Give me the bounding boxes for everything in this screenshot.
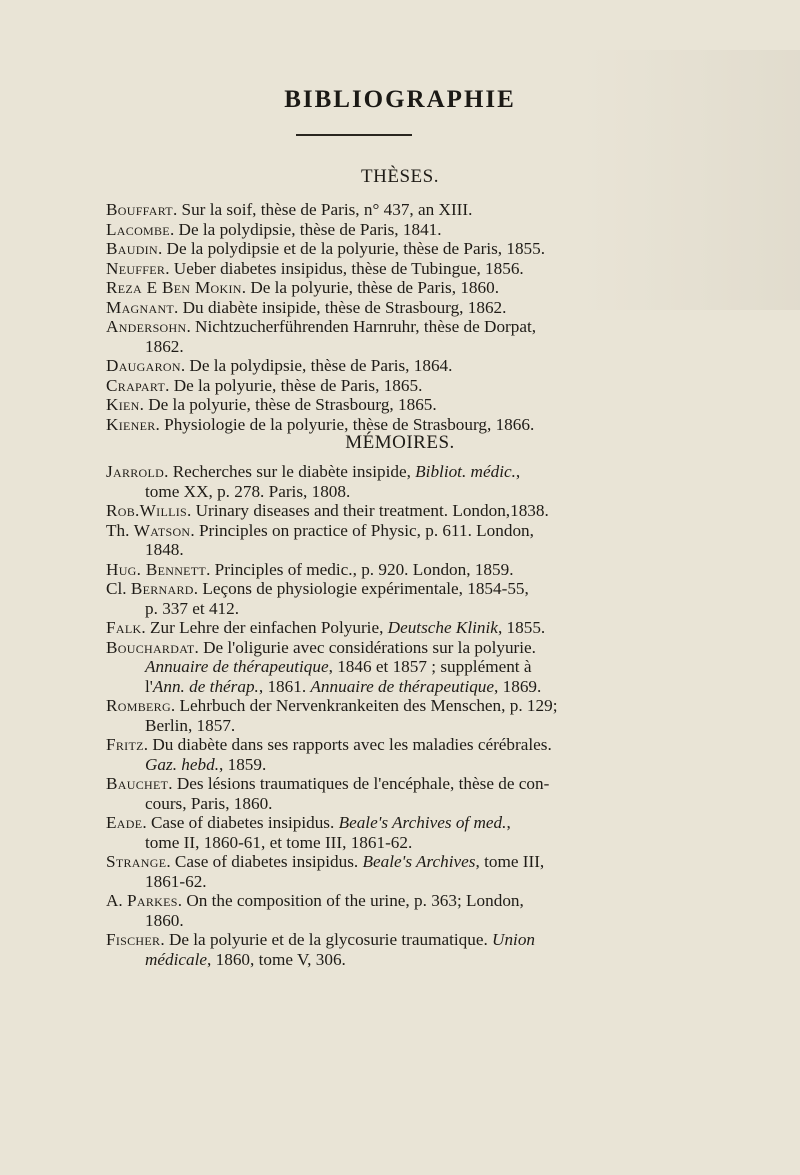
- entry-text: ,: [515, 462, 521, 481]
- entry-first-line: [106, 735, 610, 755]
- entry-text: . De la polydipsie, thèse de Paris, 1864.: [180, 356, 453, 375]
- journal-title: Beale's Archives of med.: [338, 813, 507, 832]
- author-name: Falk: [106, 618, 142, 637]
- author-name: Romberg: [106, 696, 171, 715]
- journal-title: Deutsche Klinik: [387, 618, 498, 637]
- entry-continuation-line: [106, 716, 610, 736]
- entry-first-line: [106, 638, 610, 658]
- bibliography-entry: [106, 200, 610, 220]
- entry-continuation-line: [106, 755, 610, 775]
- entry-first-line: [106, 852, 610, 872]
- journal-title: Annuaire de thérapeutique: [310, 676, 495, 696]
- author-name: Rob.Willis: [106, 501, 187, 520]
- entry-text: . De la polydipsie, thèse de Paris, 1841.: [169, 219, 442, 239]
- entry-text: p. 337 et 412.: [145, 598, 240, 618]
- entry-text: tome XX, p. 278. Paris, 1808.: [145, 481, 351, 501]
- journal-title: Annuaire de thérapeutique: [145, 657, 329, 676]
- entry-first-line: [106, 376, 610, 396]
- bibliography-entry: [106, 852, 610, 891]
- bibliography-entry: [106, 356, 610, 376]
- entry-first-line: [106, 259, 610, 279]
- entry-text: Th.: [106, 520, 134, 540]
- author-name: Magnant: [106, 297, 175, 317]
- entry-continuation-line: [106, 657, 610, 677]
- journal-title: Beale's Archives: [362, 852, 476, 871]
- entry-text: , 1855.: [497, 618, 546, 637]
- bibliography-entry: [106, 696, 610, 735]
- section-heading-memoires: MÉMOIRES.: [345, 432, 455, 453]
- entry-text: Berlin, 1857.: [145, 715, 236, 735]
- bibliography-entry: [106, 239, 610, 259]
- entry-continuation-line: [106, 482, 610, 502]
- entry-text: . Du diabète dans ses rapports avec les maladies cérébrales.: [143, 735, 552, 754]
- bibliography-entry: [106, 813, 610, 852]
- entry-text: , 1869.: [494, 676, 542, 696]
- entry-text: ,: [506, 813, 511, 832]
- author-name: Bouchardat: [106, 637, 195, 657]
- author-name: Fischer: [106, 930, 161, 949]
- author-name: Jarrold: [106, 462, 165, 481]
- author-name: Bouffart: [106, 200, 173, 219]
- entry-continuation-line: [106, 950, 610, 970]
- bibliography-entry: [106, 735, 610, 774]
- entry-first-line: [106, 696, 610, 716]
- bibliography-entry: [106, 579, 610, 618]
- bibliography-entry: [106, 560, 610, 580]
- author-name: Bauchet: [106, 774, 169, 793]
- entry-text: . De la polyurie, thèse de Strasbourg, 1865.: [139, 395, 437, 414]
- bibliography-entry: [106, 259, 610, 279]
- bibliography-entry: [106, 298, 610, 318]
- author-name: Hug. Bennett: [106, 559, 207, 579]
- bibliography-entry: [106, 618, 610, 638]
- entry-first-line: [106, 220, 610, 240]
- entry-text: , tome III,: [475, 852, 545, 871]
- entry-text: . Recherches sur le diabète insipide,: [164, 462, 416, 481]
- entry-text: , 1861.: [258, 676, 311, 696]
- author-name: Kien: [106, 395, 140, 414]
- entry-continuation-line: [106, 337, 610, 357]
- bibliography-entry: [106, 462, 610, 501]
- entry-first-line: [106, 891, 610, 911]
- bibliography-entry: [106, 774, 610, 813]
- bibliography-entry: [106, 278, 610, 298]
- section-heading-theses: THÈSES.: [361, 166, 439, 187]
- entry-text: . Sur la soif, thèse de Paris, n° 437, an XIII.: [172, 200, 473, 219]
- entry-text: . Principles on practice of Physic, p. 611. London,: [190, 520, 534, 540]
- entry-text: tome II, 1860-61, et tome III, 1861-62.: [145, 832, 413, 852]
- entry-text: . Des lésions traumatiques de l'encéphale, thèse de con-: [168, 774, 550, 793]
- entry-text: . Leçons de physiologie expérimentale, 1854-55,: [193, 579, 529, 598]
- author-name: Neuffer: [106, 258, 166, 278]
- bibliography-entry: [106, 891, 610, 930]
- entry-first-line: [106, 521, 610, 541]
- journal-title: Gaz. hebd.: [145, 754, 219, 774]
- entry-first-line: [106, 501, 610, 521]
- author-name: Parkes: [127, 891, 178, 910]
- entry-text: Cl.: [106, 579, 131, 598]
- entry-text: 1862.: [145, 336, 184, 356]
- bibliography-entry: [106, 501, 610, 521]
- entry-text: A.: [106, 891, 128, 910]
- entry-first-line: [106, 356, 610, 376]
- theses-list: [106, 200, 610, 434]
- entry-text: . Nichtzucherführenden Harnruhr, thèse de Dorpat,: [186, 317, 537, 336]
- journal-title: médicale: [145, 949, 208, 969]
- entry-text: . Zur Lehre der einfachen Polyurie,: [141, 618, 388, 637]
- entry-text: 1860.: [145, 910, 184, 930]
- bibliography-entry: [106, 930, 610, 969]
- entry-text: . De la polyurie, thèse de Paris, 1865.: [165, 375, 423, 395]
- entry-text: . Ueber diabetes insipidus, thèse de Tubingue, 1856.: [165, 258, 524, 278]
- author-name: Andersohn: [106, 317, 187, 336]
- entry-first-line: [106, 462, 610, 482]
- entry-text: l': [145, 676, 153, 696]
- entry-text: , 1859.: [219, 754, 267, 774]
- entry-continuation-line: [106, 872, 610, 892]
- entry-text: , 1860, tome V, 306.: [207, 949, 346, 969]
- entry-first-line: [106, 560, 610, 580]
- entry-text: . Case of diabetes insipidus.: [166, 852, 363, 871]
- author-name: Lacombe: [106, 219, 170, 239]
- entry-text: cours, Paris, 1860.: [145, 793, 273, 813]
- entry-text: . De la polyurie, thèse de Paris, 1860.: [241, 278, 499, 297]
- author-name: Bernard: [130, 579, 194, 598]
- bibliography-entry: [106, 638, 610, 697]
- author-name: Strange: [106, 852, 167, 871]
- journal-title: Union: [492, 930, 536, 949]
- entry-continuation-line: [106, 911, 610, 931]
- bibliography-entry: [106, 317, 610, 356]
- entry-first-line: [106, 239, 610, 259]
- author-name: Reza E Ben Mokin: [106, 278, 242, 297]
- bibliography-entry: [106, 395, 610, 415]
- entry-first-line: [106, 618, 610, 638]
- entry-continuation-line: [106, 833, 610, 853]
- bibliography-entry: [106, 521, 610, 560]
- entry-text: . Du diabète insipide, thèse de Strasbourg, 1862.: [174, 297, 507, 317]
- author-name: Daugaron: [106, 356, 181, 375]
- journal-title: Bibliot. médic.: [415, 462, 516, 481]
- entry-continuation-line: [106, 599, 610, 619]
- entry-first-line: [106, 298, 610, 318]
- entry-continuation-line: [106, 677, 610, 697]
- entry-first-line: [106, 200, 610, 220]
- author-name: Fritz: [106, 735, 144, 754]
- entry-first-line: [106, 278, 610, 298]
- entry-first-line: [106, 930, 610, 950]
- entry-text: 1848.: [145, 540, 184, 559]
- entry-text: 1861-62.: [145, 871, 207, 891]
- page-title: BIBLIOGRAPHIE: [284, 86, 516, 113]
- entry-text: . Urinary diseases and their treatment. London,1838.: [186, 501, 549, 520]
- entry-text: . Case of diabetes insipidus.: [142, 813, 339, 832]
- journal-title: Ann. de thérap.: [152, 676, 259, 696]
- entry-text: . Lehrbuch der Nervenkrankeiten des Menschen, p. 129;: [170, 696, 558, 715]
- author-name: Watson: [133, 520, 191, 540]
- entry-text: . De l'oligurie avec considérations sur la polyurie.: [194, 637, 536, 657]
- entry-text: . Principles of medic., p. 920. London, 1859.: [206, 559, 514, 579]
- entry-text: . Physiologie de la polyurie, thèse de Strasbourg, 1866.: [155, 414, 535, 434]
- author-name: Baudin: [106, 239, 158, 258]
- entry-continuation-line: [106, 540, 610, 560]
- entry-continuation-line: [106, 794, 610, 814]
- author-name: Crapart: [106, 375, 166, 395]
- author-name: Eade: [106, 813, 143, 832]
- entry-text: . On the composition of the urine, p. 363; London,: [177, 891, 524, 910]
- title-rule: [296, 134, 412, 136]
- entry-first-line: [106, 579, 610, 599]
- memoires-list: [106, 462, 610, 969]
- bibliography-entry: [106, 376, 610, 396]
- entry-first-line: [106, 813, 610, 833]
- author-name: Kiener: [106, 414, 156, 434]
- entry-text: . De la polydipsie et de la polyurie, thèse de Paris, 1855.: [157, 239, 546, 258]
- entry-first-line: [106, 395, 610, 415]
- entry-first-line: [106, 317, 610, 337]
- entry-text: , 1846 et 1857 ; supplément à: [328, 657, 532, 676]
- bibliography-entry: [106, 220, 610, 240]
- entry-text: . De la polyurie et de la glycosurie traumatique.: [160, 930, 493, 949]
- entry-first-line: [106, 774, 610, 794]
